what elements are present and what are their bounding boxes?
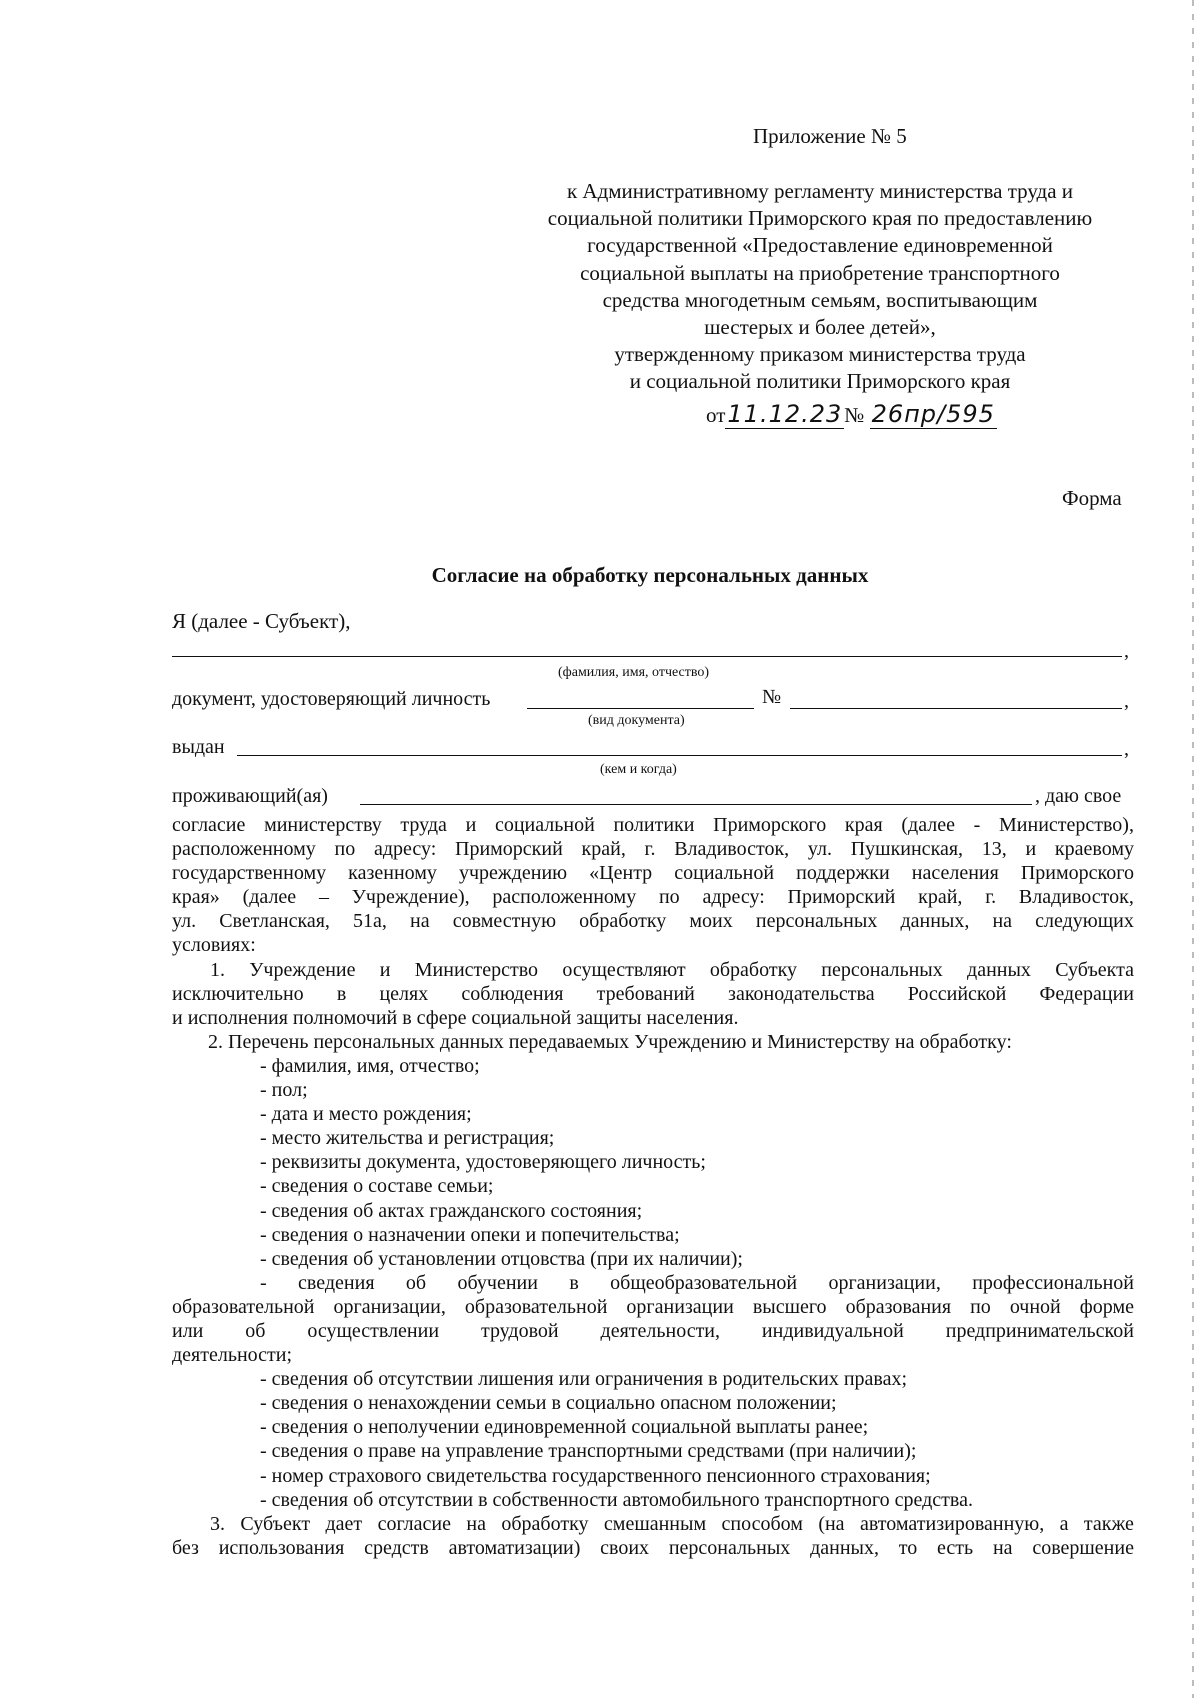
text-line: расположенному по адресу: Приморский край, г. Владивосток, ул. Пушкинская, 13, и краевому (172, 838, 1134, 861)
date-prefix: от (706, 403, 726, 427)
list-item: - фамилия, имя, отчество; (260, 1054, 480, 1077)
education-item (172, 1271, 1134, 1367)
text-line: исключительно в целях соблюдения требований законодательства Российской Федерации (172, 982, 1134, 1005)
fio-field-line[interactable] (172, 656, 1122, 657)
handwritten-order-number: 26пр/595 (871, 400, 995, 428)
consent-body (172, 813, 1134, 1560)
text-line: и исполнения полномочий в сфере социальной защиты населения. (172, 1006, 739, 1029)
list-item: - номер страхового свидетельства государственного пенсионного страхования; (260, 1464, 931, 1487)
issued-comma: , (1124, 738, 1129, 760)
text-line: 3. Субъект дает согласие на обработку смешанным способом (на автоматизированную, а также (210, 1512, 1134, 1535)
doc-number-label: № (762, 686, 782, 708)
list-item: - дата и место рождения; (260, 1103, 472, 1126)
regulation-line: социальной выплаты на приобретение транспортного (580, 260, 1060, 285)
consent-lead: , даю свое (1035, 785, 1122, 807)
list-item: - сведения о праве на управление транспортными средствами (при наличии); (260, 1440, 917, 1463)
text-line: согласие министерству труда и социальной политики Приморского края (далее - Министерство), (172, 814, 1134, 836)
text-line: или об осуществлении трудовой деятельности, индивидуальной предпринимательской (172, 1319, 1134, 1342)
fio-comma: , (1124, 640, 1129, 662)
text-line: образовательной организации, образовательной организации высшего образования по очной форме (172, 1295, 1134, 1318)
doc-label: документ, удостоверяющий личность (172, 688, 491, 710)
doc-comma: , (1124, 690, 1129, 712)
intro-paragraph (172, 813, 1134, 958)
paragraph-3 (172, 1512, 1134, 1560)
personal-data-list-continued (172, 1367, 1134, 1512)
order-date-line (706, 400, 997, 429)
number-prefix: № (844, 403, 865, 427)
doc-number-field-line[interactable] (790, 708, 1122, 709)
list-item: - сведения о назначении опеки и попечительства; (260, 1223, 680, 1246)
regulation-line: и социальной политики Приморского края (629, 369, 1011, 394)
residing-label: проживающий(ая) (172, 785, 328, 807)
personal-data-list (172, 1054, 1134, 1271)
fio-hint: (фамилия, имя, отчество) (558, 665, 710, 680)
issued-label: выдан (172, 736, 225, 758)
regulation-reference (490, 178, 1150, 396)
list-item: - сведения об отсутствии лишения или ограничения в родительских правах; (260, 1368, 908, 1391)
regulation-line: средства многодетным семьям, воспитывающим (602, 287, 1038, 312)
form-label: Форма (1062, 486, 1122, 510)
text-line: края» (далее – Учреждение), расположенному по адресу: Приморский край, г. Владивосток, (172, 886, 1134, 909)
issued-field-line[interactable] (237, 755, 1122, 756)
list-item: - сведения о составе семьи; (260, 1175, 494, 1198)
scan-edge (1192, 0, 1194, 1698)
text-line: 1. Учреждение и Министерство осуществляют обработку персональных данных Субъекта (210, 958, 1134, 981)
text-line: ул. Светланская, 51а, на совместную обработку моих персональных данных, на следующих (172, 910, 1134, 933)
list-item: - реквизиты документа, удостоверяющего личность; (260, 1151, 706, 1174)
list-item: - сведения об установлении отцовства (при их наличии); (260, 1247, 743, 1270)
appendix-number: Приложение № 5 (753, 124, 907, 148)
paragraph-2: 2. Перечень персональных данных передаваемых Учреждению и Министерству на обработку: (208, 1030, 1012, 1053)
document-title: Согласие на обработку персональных данных (431, 563, 869, 587)
text-line: - сведения об обучении в общеобразовательной организации, профессиональной (260, 1271, 1134, 1294)
text-line: без использования средств автоматизации) своих персональных данных, то есть на совершение (172, 1536, 1134, 1559)
regulation-line: государственной «Предоставление единовременной (587, 233, 1053, 258)
list-item: - сведения об отсутствии в собственности автомобильного транспортного средства. (260, 1488, 973, 1511)
list-item: - сведения о ненахождении семьи в социально опасном положении; (260, 1392, 837, 1415)
doc-hint: (вид документа) (588, 713, 685, 728)
list-item: - сведения об актах гражданского состояния; (260, 1199, 643, 1222)
text-line: условиях: (172, 934, 256, 957)
issued-hint: (кем и когда) (600, 762, 677, 777)
list-item: - пол; (260, 1079, 308, 1102)
residing-field-line[interactable] (360, 804, 1032, 805)
text-line: государственному казенному учреждению «Центр социальной поддержки населения Приморского (172, 862, 1134, 885)
regulation-line: утвержденному приказом министерства труда (614, 342, 1026, 367)
regulation-line: шестерых и более детей», (704, 315, 936, 340)
list-item: - сведения о неполучении единовременной социальной выплаты ранее; (260, 1416, 869, 1439)
list-item: - место жительства и регистрация; (260, 1127, 555, 1150)
regulation-line: к Административному регламенту министерства труда и (566, 179, 1074, 203)
regulation-line: социальной политики Приморского края по предоставлению (547, 206, 1093, 231)
handwritten-date: 11.12.23 (727, 400, 843, 428)
paragraph-1 (172, 958, 1134, 1030)
subject-intro: Я (далее - Субъект), (172, 609, 351, 633)
doc-type-field-line[interactable] (527, 708, 754, 709)
text-line: деятельности; (172, 1344, 293, 1367)
